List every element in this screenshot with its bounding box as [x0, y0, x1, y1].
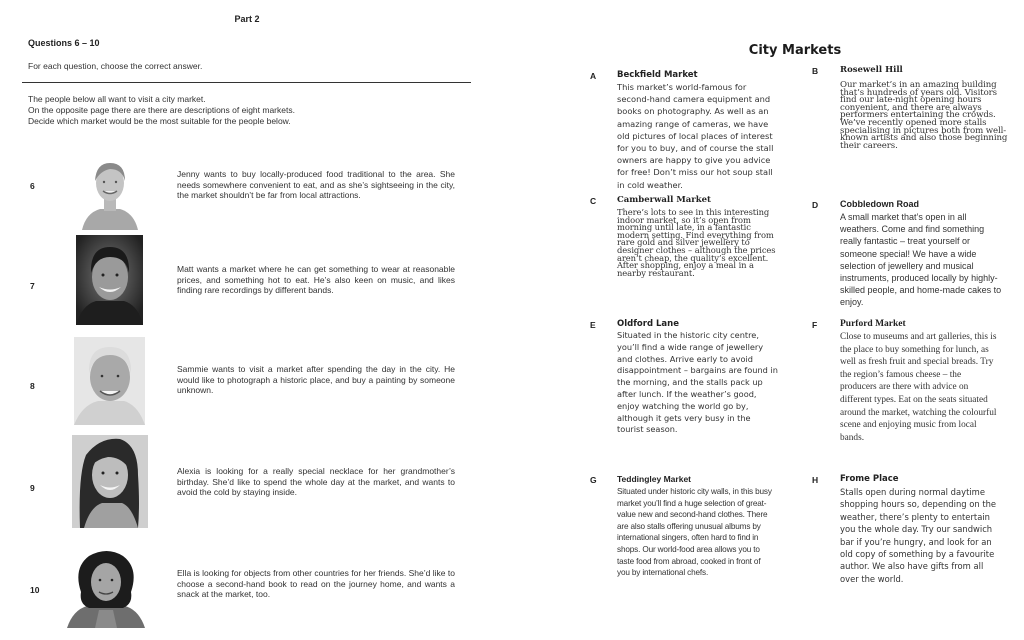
market-name-e: Oldford Lane [617, 319, 679, 329]
person-photo-icon [72, 435, 148, 528]
question-number-9: 9 [30, 483, 35, 493]
photo-sammie [74, 337, 145, 425]
market-description-f: Close to museums and art galleries, this is the place to buy something for lunch, as well as fresh fruit and special breads. Try the region’s famous cheese – the producers are there with advice on different types. Eat on the seats situated around the market, watching the colourful scene and enjoying music from local bands. [840, 332, 997, 443]
market-letter-f: F [812, 320, 818, 330]
market-description-c: There’s lots to see in this interesting indoor market, so it’s open from morning until late, in a fantastic modern setting. Find everything from rare gold and silver jewellery to designer clothes – although the prices aren’t cheap, the quality’s excellent. After shopping, enjoy a meal in a nearby restaurant. [617, 207, 776, 278]
question-text-10: Ella is looking for objects from other countries for her friends. She’d like to choose a second-hand book to read on the journey home, and wants a snack at the market, too. [177, 568, 455, 599]
photo-alexia [72, 435, 148, 528]
question-number-7: 7 [30, 281, 35, 291]
intro-line: On the opposite page there are there are descriptions of eight markets. [28, 105, 295, 115]
person-photo-icon [76, 235, 143, 325]
market-letter-b: B [812, 66, 819, 76]
part-title: Part 2 [234, 14, 260, 24]
divider-line [22, 82, 471, 83]
question-number-6: 6 [30, 181, 35, 191]
market-name-d: Cobbledown Road [840, 199, 919, 209]
questions-heading: Questions 6 – 10 [28, 38, 100, 48]
market-description-e: Situated in the historic city centre, you’ll find a wide range of jewellery and clothes. Arrive early to avoid disappointment – bargains are found in the morning, and the stalls pack up after lunch. If the weather’s good, enjoy watching the world go by, although it gets very busy in the tourist season. [617, 330, 778, 435]
market-letter-a: A [590, 71, 597, 81]
intro-text [28, 94, 295, 127]
market-name-g: Teddingley Market [617, 474, 691, 484]
market-description-a: This market’s world-famous for second-hand camera equipment and books on photography. As well as an amazing range of cameras, we have old pictures of local places of interest for you to buy, and of course the stall owners are happy to give you advice for free! Don’t miss our hot soup stall in cold weather. [617, 82, 774, 190]
market-name-a: Beckfield Market [617, 70, 698, 80]
market-letter-c: C [590, 196, 597, 206]
market-name-c: Camberwall Market [617, 195, 711, 205]
question-text-7: Matt wants a market where he can get something to wear at reasonable prices, and something hot to eat. He’s also keen on music, and likes finding rare recordings by different bands. [177, 264, 455, 295]
person-photo-icon [78, 155, 142, 230]
market-description-h: Stalls open during normal daytime shopping hours so, depending on the weather, there’s plenty to entertain you the whole day. Try our sandwich bar if you’re hungry, and look for an old copy of something by a favourite author. We also have gifts from all over the world. [840, 487, 997, 584]
photo-ella [67, 548, 145, 628]
intro-line: The people below all want to visit a city market. [28, 94, 206, 104]
question-text-9: Alexia is looking for a really special necklace for her grandmother’s birthday. She’d like to spend the whole day at the market, and wants to avoid the cold by staying inside. [177, 466, 455, 497]
market-name-b: Rosewell Hill [840, 65, 903, 75]
person-photo-icon [67, 548, 145, 628]
market-description-d: A small market that’s open in all weathers. Come and find something really fantastic – treat yourself or someone special! We have a wide selection of jewellery and musical instruments, produced locally by highly-skilled people, and home-made cakes to enjoy. [840, 212, 1002, 308]
intro-line: Decide which market would be the most suitable for the people below. [28, 116, 291, 126]
market-description-b: Our market’s in an amazing building that’s hundreds of years old. Visitors find our late-night opening hours convenient, and there are always performers entertaining the crowds. We’ve recently opened more stalls specialising in pictures both from well-known artists and also those beginning their careers. [840, 80, 1008, 151]
question-text-6: Jenny wants to buy locally-produced food traditional to the area. She needs somewhere convenient to eat, and as she’s sightseeing in the city, the market shouldn’t be far from local attractions. [177, 169, 455, 200]
market-description-g: Situated under historic city walls, in this busy market you’ll find a huge selection of great-value new and second-hand clothes. There are also stalls offering unusual albums by international singers, often hard to find in shops. Our world-food area allows you to taste food from abroad, cooked in front of you by international chefs. [617, 487, 772, 578]
city-markets-title: City Markets [748, 43, 842, 58]
photo-matt [76, 235, 143, 325]
question-number-8: 8 [30, 381, 35, 391]
photo-jenny [78, 155, 142, 230]
market-name-h: Frome Place [840, 474, 899, 484]
person-photo-icon [74, 337, 145, 425]
market-name-f: Purford Market [840, 319, 906, 329]
instruction-text: For each question, choose the correct answer. [28, 61, 203, 71]
question-text-8: Sammie wants to visit a market after spending the day in the city. He would like to photograph a historic place, and buy a painting by someone unknown. [177, 364, 455, 395]
market-letter-e: E [590, 320, 596, 330]
market-letter-d: D [812, 200, 819, 210]
market-letter-h: H [812, 475, 819, 485]
question-number-10: 10 [30, 585, 40, 595]
market-letter-g: G [590, 475, 597, 485]
